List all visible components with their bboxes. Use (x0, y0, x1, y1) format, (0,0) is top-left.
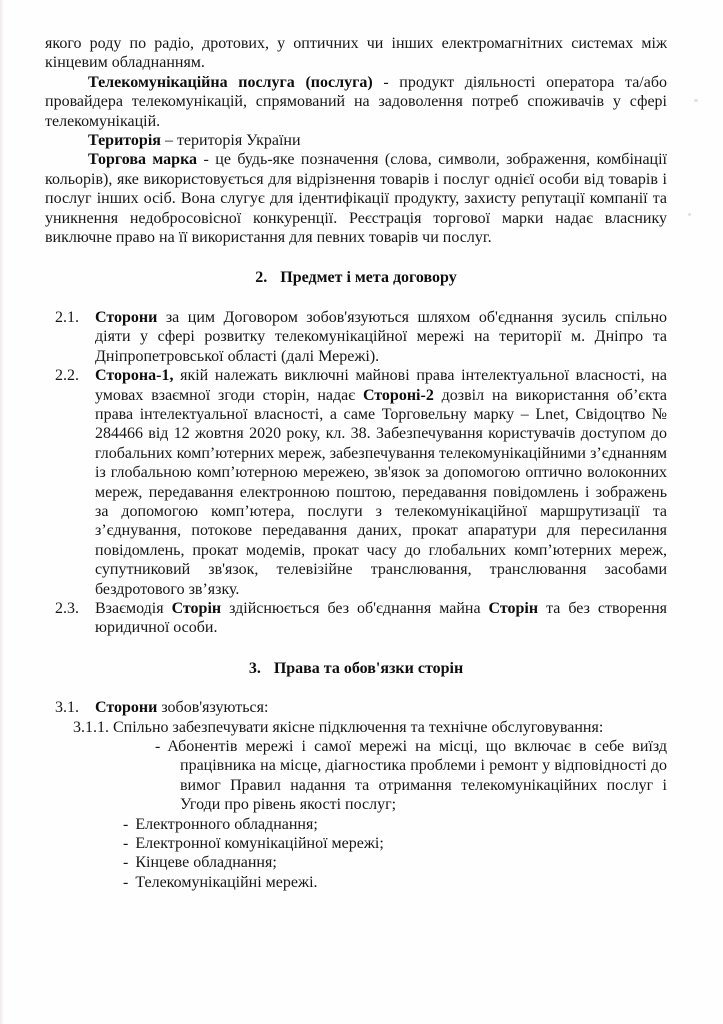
clause-bold-term: Сторін (171, 599, 222, 617)
list-item-text: Телекомунікаційні мережі. (135, 873, 318, 891)
list-item-text: Абонентів мережі і самої мережі на місці, що включає в себе виїзд працівника на місце, діагностика проблеми і ремонт у відповідності до вимог Правил надання та отримання телекомунікаційних послуг і Угоди про рівень якості послуг; (167, 738, 667, 814)
clause-text: за цим Договором зобов'язуються шляхом об'єднання зусиль спільно діяти у сфері розвитку телекомунікаційної мережі на території м. Дніпро та Дніпропетровської області (далі Мережі). (95, 308, 667, 365)
clause-bold-term: Сторони (95, 699, 158, 717)
list-item (45, 873, 667, 892)
clause-2-1 (45, 308, 667, 366)
clause-3-1 (45, 698, 667, 717)
list-item (45, 834, 667, 853)
section-2-title: Предмет і мета договору (280, 269, 457, 287)
list-item (45, 815, 667, 834)
list-item (45, 737, 667, 815)
clause-bold-term: Стороні-2 (362, 386, 434, 404)
clause-text: зобов'язуються: (157, 699, 269, 717)
clause-text: Взаємодія (95, 599, 172, 617)
bullet-dash: - (123, 815, 129, 833)
definition-body: – територія України (160, 132, 301, 150)
clause-text: Спільно забезпечувати якісне підключення та технічне обслуговування: (113, 718, 604, 736)
clause-number: 3.1.1. (73, 718, 109, 736)
definition-body: - це будь-яке позначення (слова, символи, зображення, комбінації кольорів), яке використовується для відрізнення товарів і послуг однієї особи від товарів і послуг інших осіб. Вона слугує для ідентифікації продукту, захисту репутації компанії та уникнення недобросовісної конкуренції. Реєстрація торгової марки надає власнику виключне право на її використання для певних товарів чи послуг. (45, 151, 668, 247)
clause-number: 2.2. (55, 367, 79, 385)
continuation-text: якого роду по радіо, дротових, у оптичних чи інших електромагнітних системах між кінцевим обладнанням. (45, 35, 667, 72)
bullet-dash: - (123, 854, 129, 872)
paragraph-continuation (45, 34, 667, 73)
definition-term: Торгова марка (88, 151, 198, 169)
definition-telecom-service (45, 73, 667, 131)
clause-3-1-1 (45, 718, 667, 737)
section-2-heading (45, 268, 667, 287)
clause-2-3 (45, 599, 667, 638)
clause-bold-term: Сторона-1, (95, 367, 174, 385)
scan-speck (694, 99, 698, 102)
clause-number: 2.1. (55, 308, 79, 326)
definition-trademark (45, 150, 667, 247)
list-item-text: Електронного обладнання; (135, 815, 318, 833)
clause-2-2 (45, 366, 667, 599)
section-2-number: 2. (255, 269, 268, 287)
clause-text: здійснюється без об'єднання майна (221, 599, 489, 617)
section-3-title: Права та обов'язки сторін (273, 659, 464, 677)
clause-bold-term: Сторони (95, 308, 158, 326)
clause-text: та без створення юридичної особи. (95, 599, 668, 637)
definition-territory (45, 131, 667, 150)
list-item (45, 853, 667, 872)
list-item-text: Кінцеве обладнання; (135, 854, 277, 872)
definition-body: - продукт діяльності оператора та/або провайдера телекомунікацій, спрямований на задоволення потреб споживачів у сфері телекомунікацій. (45, 73, 667, 130)
section-3-heading (45, 659, 667, 678)
clause-text: дозвіл на використання об’єкта права інтелектуальної власності, а саме Торговельну марку – Lnet, Свідоцтво № 284466 від 12 жовтня 2020 року, кл. 38. Забезпечування користувачів доступом до глобальних комп’ютерних мереж, забезпечування телекомунікаційними з’єднанням із глобальною комп’ютерною мережею, зв'язок за допомогою оптично волоконних мереж, передавання електронною поштою, передавання повідомлень і зображень за допомогою комп’ютера, послуги з телекомунікаційної маршрутизації та з’єднування, потокове передавання даних, прокат апаратури для пересилання повідомлень, прокат модемів, прокат часу до глобальних комп’ютерних мереж, супутниковий зв'язок, телевізійне транслювання, транслювання засобами бездротового зв’язку. (95, 386, 668, 598)
clause-bold-term: Сторін (488, 599, 539, 617)
definition-term: Телекомунікаційна послуга (послуга) (88, 73, 373, 91)
clause-number: 3.1. (55, 699, 79, 717)
definition-term: Територія (88, 132, 161, 150)
scan-speck (688, 213, 691, 216)
clause-number: 2.3. (55, 599, 79, 617)
list-item-text: Електронної комунікаційної мережі; (135, 835, 384, 853)
bullet-dash: - (123, 835, 129, 853)
section-3-number: 3. (248, 659, 261, 677)
bullet-dash: - (155, 738, 161, 755)
clause-text: якій належать виключні майнові права інтелектуальної власності, на умовах взаємної згоди сторін, надає (95, 367, 667, 404)
scan-edge-artifact (0, 0, 4, 1024)
bullet-dash: - (123, 873, 129, 891)
